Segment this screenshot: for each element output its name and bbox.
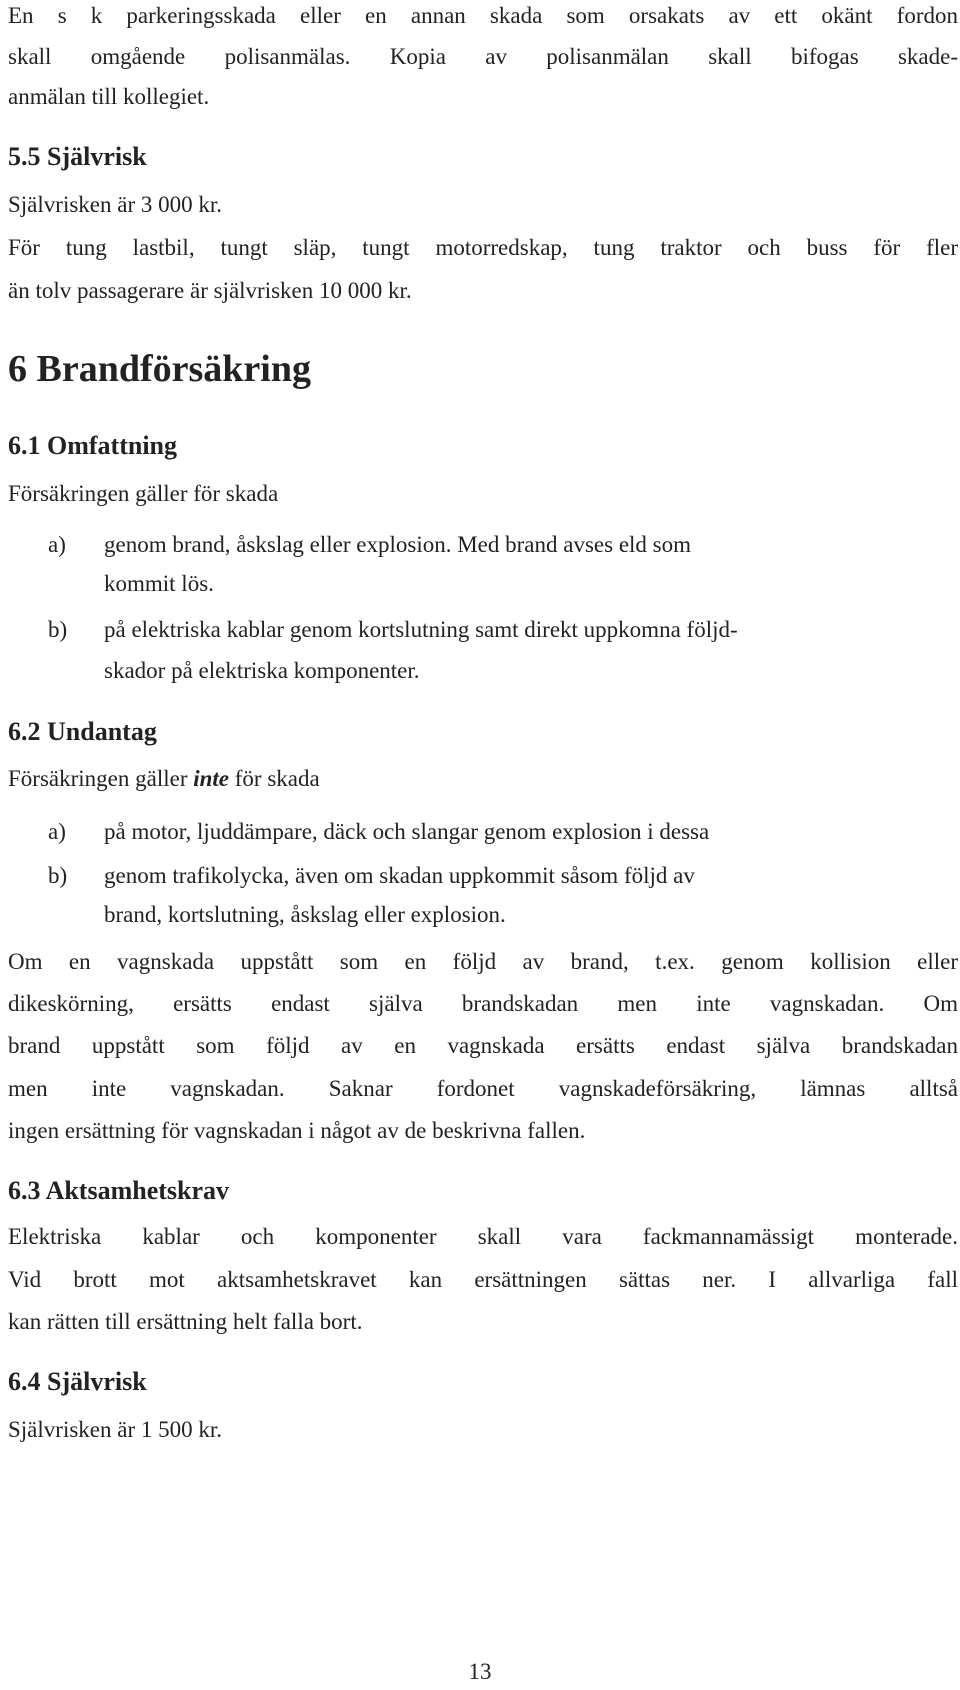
list-label: b) (48, 863, 68, 888)
s6-2-para-line-1: Om en vagnskada uppstått som en följd av brand, t.ex. genom kollision eller (8, 949, 958, 974)
list-text-line-2: kommit lös. (104, 571, 214, 596)
section-heading-6-1: 6.1 Omfattning (8, 431, 177, 460)
list-label: a) (48, 532, 66, 557)
s6-2-para-line-5: ingen ersättning för vagnskadan i något av de beskrivna fallen. (8, 1118, 586, 1143)
s6-2-para-line-2: dikeskörning, ersätts endast själva brandskadan men inte vagnskadan. Om (8, 991, 958, 1016)
s6-3-para-line-3: kan rätten till ersättning helt falla bort. (8, 1309, 363, 1334)
list-text-line-1: på motor, ljuddämpare, däck och slangar genom explosion i dessa (104, 819, 710, 844)
chapter-heading-6: 6 Brandförsäkring (8, 348, 311, 390)
list-text-line-2: skador på elektriska komponenter. (104, 658, 420, 683)
section-heading-6-4: 6.4 Självrisk (8, 1367, 147, 1396)
intro-line-3: anmälan till kollegiet. (8, 84, 210, 109)
s6-2-para-line-3: brand uppstått som följd av en vagnskada ersätts endast själva brandskadan (8, 1033, 958, 1058)
s6-3-para-line-2: Vid brott mot aktsamhetskravet kan ersättningen sättas ner. I allvarliga fall (8, 1267, 958, 1292)
section-heading-6-2: 6.2 Undantag (8, 717, 157, 746)
s6-2-para-line-4: men inte vagnskadan. Saknar fordonet vagnskadeförsäkring, lämnas alltså (8, 1076, 958, 1101)
list-text-line-2: brand, kortslutning, åskslag eller explosion. (104, 902, 506, 927)
s6-1-lead: Försäkringen gäller för skada (8, 481, 279, 506)
s5-5-line-1: Självrisken är 3 000 kr. (8, 192, 222, 217)
intro-line-2: skall omgående polisanmälas. Kopia av polisanmälan skall bifogas skade- (8, 44, 958, 69)
section-heading-5-5: 5.5 Självrisk (8, 142, 147, 171)
list-text-line-1: genom trafikolycka, även om skadan uppkommit såsom följd av (104, 863, 695, 888)
intro-line-1: En s k parkeringsskada eller en annan skada som orsakats av ett okänt fordon (8, 3, 958, 28)
s6-4-line-1: Självrisken är 1 500 kr. (8, 1417, 222, 1442)
s6-3-para-line-1: Elektriska kablar och komponenter skall vara fackmannamässigt monterade. (8, 1224, 958, 1249)
page-number: 13 (468, 1659, 492, 1684)
lead-text-before: Försäkringen gäller (8, 766, 194, 791)
list-text-line-1: genom brand, åskslag eller explosion. Med brand avses eld som (104, 532, 692, 557)
s6-2-lead (8, 765, 320, 793)
s5-5-line-3: än tolv passagerare är självrisken 10 000 kr. (8, 278, 412, 303)
lead-text-after: för skada (229, 766, 320, 791)
list-text-line-1: på elektriska kablar genom kortslutning samt direkt uppkomna följd- (104, 617, 738, 642)
s5-5-line-2: För tung lastbil, tungt släp, tungt motorredskap, tung traktor och buss för fler (8, 235, 958, 260)
lead-emphasis: inte (193, 766, 230, 791)
list-label: b) (48, 617, 68, 642)
section-heading-6-3: 6.3 Aktsamhetskrav (8, 1176, 230, 1205)
list-label: a) (48, 819, 66, 844)
